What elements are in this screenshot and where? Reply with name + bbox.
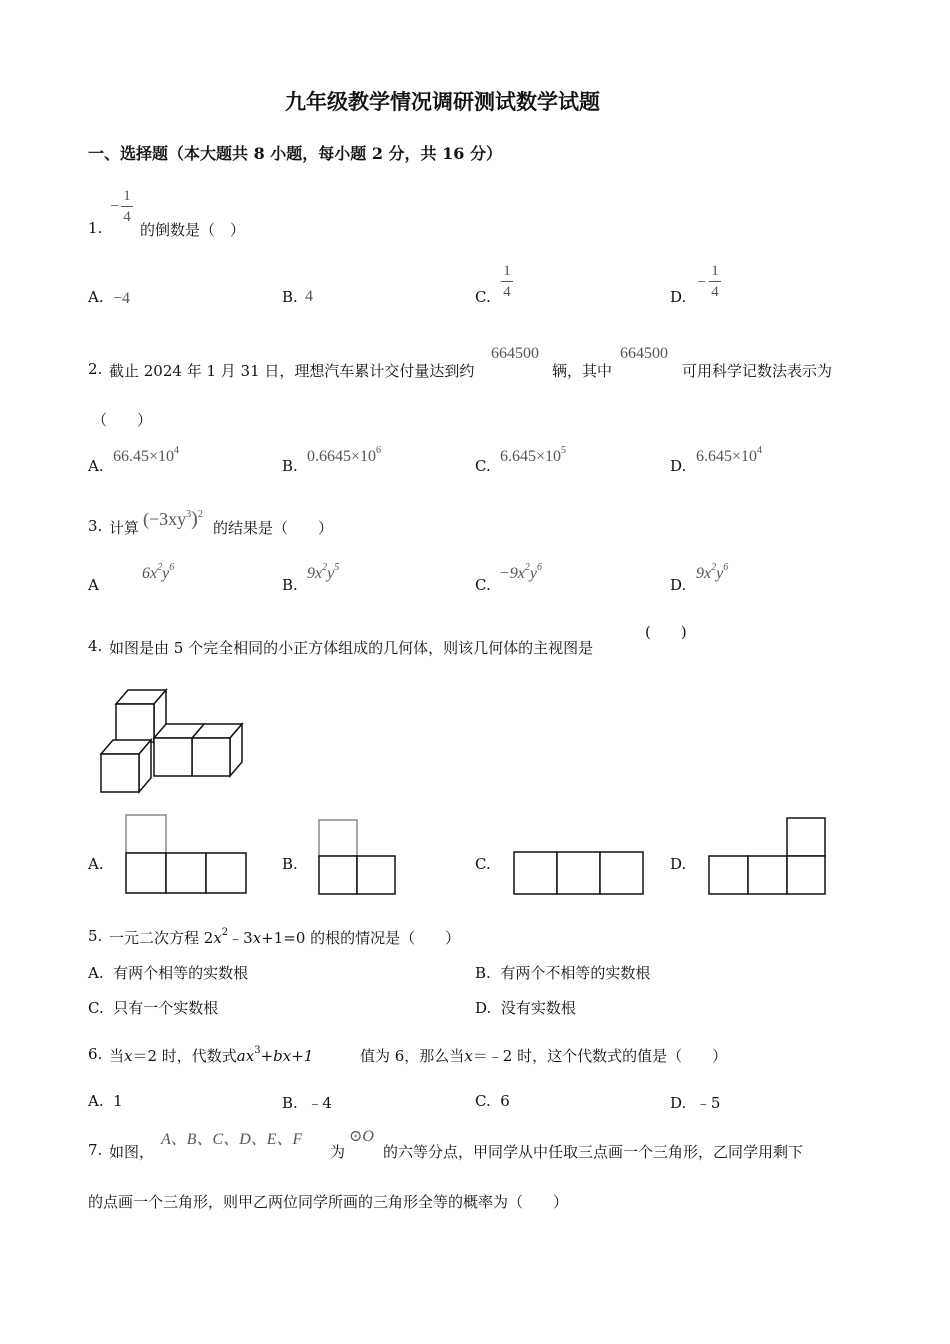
question-stem-b: 的六等分点，甲同学从中任取三点画一个三角形，乙同学用剩下 [383, 1143, 804, 1161]
value-1: 664500 [491, 345, 539, 362]
option-b-value: 4 [305, 288, 313, 305]
question-stem-a: 如图， [109, 1143, 155, 1161]
option-a-value: $66.45\times 10^4$ [113, 445, 180, 465]
option-c-label[interactable]: C. [475, 288, 491, 306]
option-a-value: $6x^2y^6$ [142, 562, 175, 582]
option-d-fraction: 1 4 [709, 262, 721, 301]
question-stem-a: 计算 [109, 519, 140, 537]
question-number: 1. [88, 219, 103, 237]
answer-paren: （ ） [92, 411, 153, 429]
option-c-fraction: 1 4 [501, 262, 513, 301]
option-c-label[interactable]: C. [475, 576, 491, 594]
option-b-label[interactable]: B. [282, 855, 298, 873]
option-d-label[interactable]: D. [670, 457, 687, 475]
option-a[interactable]: A. 有两个相等的实数根 [88, 964, 249, 982]
option-b-label[interactable]: B. [282, 288, 298, 306]
question-stem-a: 截止 2024 年 1 月 31 日，理想汽车累计交付量达到约 [109, 362, 475, 380]
option-b-value: $9x^2y^5$ [307, 562, 340, 582]
option-a[interactable]: A. 1 [88, 1092, 123, 1110]
option-b-figure[interactable] [317, 818, 399, 896]
option-a-value: −4 [113, 290, 131, 307]
option-d-label[interactable]: D. [670, 855, 687, 873]
solid-figure [96, 686, 248, 796]
option-c-label[interactable]: C. [475, 855, 491, 873]
option-c[interactable]: C. 6 [475, 1092, 510, 1110]
question-number: 7. [88, 1141, 103, 1159]
question-stem-a: 当x＝2 时，代数式$ax^3+bx+1$ [109, 1045, 314, 1065]
option-c-value: $-9x^2y^6$ [499, 562, 543, 582]
option-b-label[interactable]: B. [282, 576, 298, 594]
question-stem-b: 的结果是（ ） [213, 519, 334, 537]
question-number: 6. [88, 1045, 103, 1063]
circle-o: ⊙O [349, 1128, 374, 1145]
option-c[interactable]: C. 只有一个实数根 [88, 999, 219, 1017]
fraction: 1 4 [121, 187, 133, 226]
option-b-label[interactable]: B. [282, 457, 298, 475]
answer-paren: ( ) [645, 623, 687, 641]
question-stem: 如图是由 5 个完全相同的小正方体组成的几何体，则该几何体的主视图是 [109, 639, 594, 657]
option-b-value: $0.6645\times 10^6$ [307, 445, 382, 465]
option-c-label[interactable]: C. [475, 457, 491, 475]
question-wei: 为 [330, 1143, 346, 1161]
fraction-sign: − [110, 198, 120, 215]
option-b[interactable]: B. ﹣4 [282, 1094, 332, 1112]
option-a-label[interactable]: A [88, 576, 99, 594]
question-stem-b: 值为 6，那么当x＝﹣2 时，这个代数式的值是（ ） [360, 1047, 728, 1065]
option-d[interactable]: D. 没有实数根 [475, 999, 576, 1017]
option-d-label[interactable]: D. [670, 288, 687, 306]
option-d-label[interactable]: D. [670, 576, 687, 594]
question-stem-b: 辆，其中 [552, 362, 613, 380]
option-d-figure[interactable] [707, 816, 829, 896]
option-a-label[interactable]: A. [88, 457, 104, 475]
question-number: 3. [88, 517, 103, 535]
option-d-value: $9x^2y^6$ [696, 562, 729, 582]
option-d[interactable]: D. ﹣5 [670, 1094, 721, 1112]
expression: $(-3xy^3)^2$ [143, 508, 203, 530]
section-heading: 一、选择题（本大题共 8 小题，每小题 2 分，共 16 分） [88, 144, 502, 163]
value-2: 664500 [620, 345, 668, 362]
page-title: 九年级教学情况调研测试数学试题 [285, 89, 600, 114]
question-stem-c: 的点画一个三角形，则甲乙两位同学所画的三角形全等的概率为（ ） [88, 1193, 569, 1211]
question-stem: 的倒数是（ ） [140, 221, 246, 239]
option-a-label[interactable]: A. [88, 288, 104, 306]
option-b[interactable]: B. 有两个不相等的实数根 [475, 964, 651, 982]
option-c-value: $6.645\times 10^5$ [500, 445, 567, 465]
option-d-value: $6.645\times 10^4$ [696, 445, 763, 465]
option-a-figure[interactable] [124, 813, 250, 895]
question-stem: 一元二次方程 $2x^2﹣3x+1=0$ 的根的情况是（ ） [109, 927, 461, 947]
question-number: 4. [88, 637, 103, 655]
option-c-figure[interactable] [512, 850, 646, 896]
six-points: A、B、C、D、E、F [161, 1131, 303, 1148]
question-number: 2. [88, 360, 103, 378]
option-a-label[interactable]: A. [88, 855, 104, 873]
question-stem-c: 可用科学记数法表示为 [682, 362, 833, 380]
option-d-sign: − [697, 274, 707, 291]
question-number: 5. [88, 927, 103, 945]
